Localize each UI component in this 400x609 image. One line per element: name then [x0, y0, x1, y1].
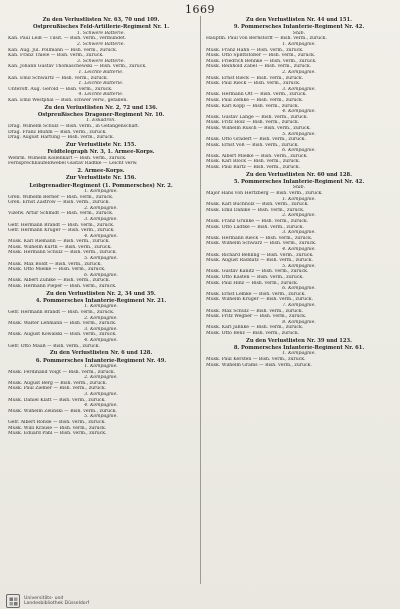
list-entry: Fernsprechbaufeldwebel Gustav Radtke — Leicht verw.: [8, 161, 138, 167]
subsection-label: 4. Kompagnie.: [282, 109, 316, 115]
subsection-label: 2. Kompagnie.: [282, 213, 316, 219]
list-entry: Musk. Hermann Pieper — Bish. verm., zurück.: [8, 284, 117, 290]
subsection-label: 1. Kompagnie.: [282, 42, 316, 47]
list-entry: Musk. Fritz Holz — Bish. verm., zurück.: [206, 120, 300, 126]
subsection-label: 6. Kompagnie.: [282, 148, 316, 154]
subsection-label: 1. Kompagnie.: [84, 188, 118, 194]
list-entry: Kan. Franz Thiele — Bish. verm., zurück.: [8, 53, 104, 59]
list-entry: Drag. Wilhelm Schulz — Bish. verm., in Gefangenschaft.: [8, 123, 140, 129]
list-entry: Musk. Eduard Pahl — Bish. verm., zurück.: [8, 431, 107, 437]
subsection-label: 4. Kompagnie.: [282, 247, 316, 252]
list-entry: Vizefw. Artur Schmidt — Bish. verm., zurück.: [8, 211, 114, 217]
subsection-label: Stab.: [292, 30, 306, 36]
list-entry: Musk. Ernst Voß — Bish. verm., zurück.: [206, 142, 299, 148]
list-entry: Musk. Albert Mielke — Bish. verm., zurück.: [206, 153, 308, 159]
list-entry: Gefr. Otto Maaß — Bish. verm., zurück.: [8, 343, 100, 349]
list-entry: Gefr. Hermann Brandt — Bish. verm., zurück.: [8, 310, 115, 316]
library-name-line-2: Landesbibliothek Düsseldorf: [24, 601, 90, 606]
section-heading: Zu den Verlustlisten Nr. 63, 70 und 109.: [42, 17, 160, 23]
right-column: [204, 16, 394, 586]
section-heading: Feldtelegraph Nr. 3, 1. Armee-Korps.: [47, 149, 155, 156]
section-heading: Zu den Verlustlisten Nr. 2, 34 und 39.: [46, 290, 156, 297]
list-entry: Kan. Paul Leiß — Tilsit. — Bish. verm., vermundet.: [8, 36, 127, 42]
list-entry: Wehrm. Wilhelm Kollenkart — Bish. verm., zurück.: [8, 155, 127, 161]
subsection-label: 6. Kompagnie.: [282, 286, 316, 292]
list-entry: Musk. Albert Zühlke — Bish. verm., zurück.: [8, 278, 110, 284]
list-entry: Musk. Wilhelm Schwarz — Bish. verm., zurück.: [206, 241, 317, 247]
section-heading: Zu den Verlustlisten Nr. 44 und 151.: [246, 17, 352, 23]
list-entry: Musk. Karl Jahnke — Bish. verm., zurück.: [206, 325, 304, 331]
subsection-label: 3. Kompagnie.: [84, 391, 118, 397]
list-entry: Musk. Gustav Lange — Bish. verm., zurück.: [206, 114, 308, 120]
subsection-label: 1. Kompagnie.: [84, 364, 118, 369]
subsection-label: 7. Kompagnie.: [282, 302, 316, 308]
subsection-label: 1. Kompagnie.: [282, 351, 316, 357]
section-heading: Leibgrenadier-Regiment (1. Pommersches) Nr. 2.: [29, 182, 173, 189]
section-heading: Ostpreußisches Feld-Artillerie-Regiment Nr. 1.: [32, 24, 170, 31]
list-entry: Gren. Ernst Zastrow — Bish. verm., zurück.: [8, 200, 110, 206]
list-entry: Musk. Karl Riemann — Bish. verm., zurück.: [8, 239, 110, 245]
list-entry: Kan. Emil Schwartz — Bish. verm., zurück.: [8, 75, 109, 81]
library-name: [24, 596, 89, 606]
list-entry: Musk. Wilhelm Krüger — Bish. verm., zurück.: [206, 297, 313, 303]
subsection-label: 2. Kompagnie.: [84, 205, 118, 211]
section-heading: Zu den Verlustlisten Nr. 2, 72 und 136.: [44, 104, 158, 111]
list-entry: Musk. Walter Lehmann — Bish. verm., zurück.: [8, 321, 117, 327]
section-heading: Ostpreußisches Dragoner-Regiment Nr. 10.: [37, 111, 165, 118]
subsection-label: 3. Kompagnie.: [282, 86, 316, 92]
subsection-label: 1. Kompagnie.: [282, 196, 316, 202]
list-entry: Musk. Otto Gradert — Bish. verm., zurück.: [206, 137, 306, 143]
list-entry: Kan. Aug. Jul. Pollmann — Bish. verm., zurück.: [8, 47, 118, 53]
section-heading: Zur Verlustliste Nr. 155.: [65, 141, 137, 148]
list-entry: Musk. Karl Kopp — Bish. verm., zurück.: [206, 103, 300, 109]
subsection-label: 2. Kompagnie.: [282, 69, 316, 75]
list-entry: Musk. Paul Kersten — Bish. verm., zurück.: [206, 356, 306, 362]
list-entry: Musk. Paul Hinz — Bish. verm., zurück.: [206, 280, 299, 286]
library-footer: [0, 593, 400, 609]
list-entry: Kan. Emil Westphal — Bish. schwer verw., gefallen.: [8, 97, 128, 103]
subsection-label: 8. Kompagnie.: [282, 319, 316, 325]
list-entry: Musk. Otto Mielke — Bish. verm., zurück.: [8, 267, 106, 273]
library-logo-icon: [6, 594, 20, 608]
list-entry: Musk. Otto Kasten — Bish. verm., zurück.: [206, 274, 304, 280]
subsection-label: 5. Kompagnie.: [282, 263, 316, 269]
list-entry: Musk. Emil Dahlke — Bish. verm., zurück.: [206, 207, 305, 213]
subsection-label: 1. Schwere Batterie.: [77, 30, 125, 36]
list-entry: Musk. Daniel Klatt — Bish. verm., zurück.: [8, 397, 106, 403]
subsection-label: 3. Kompagnie.: [84, 216, 118, 222]
list-entry: Musk. Ernst Rieck — Bish. verm., zurück.: [206, 75, 304, 81]
page-number: 1669: [185, 3, 215, 16]
library-name-line-1: Universitäts- und: [24, 596, 64, 601]
section-heading: 8. Pommersches Infanterie-Regiment Nr. 61.: [233, 344, 365, 351]
subsection-label: 3. Schwere Batterie.: [77, 58, 125, 64]
list-entry: Drag. Franz Bluhm — Bish. verm., zurück.: [8, 129, 107, 135]
subsection-label: 4. Kompagnie.: [84, 338, 118, 343]
section-heading: Zur Verlustliste Nr. 156.: [65, 175, 137, 182]
section-heading: 5. Pommersches Infanterie-Regiment Nr. 42.: [233, 179, 365, 186]
section-heading: Zu den Verlustlisten Nr. 60 und 128.: [246, 171, 352, 178]
list-entry: Musk. Wilhelm Grams — Bish. verm., zurück.: [206, 362, 312, 368]
list-entry: Musk. Wilhelm Rusch — Bish. verm., zurück.: [206, 125, 311, 131]
list-entry: Musk. August Berg — Bish. verm., zurück.: [8, 380, 107, 386]
list-entry: Musk. Otto Benz — Bish. verm., zurück.: [206, 330, 300, 336]
section-heading: 4. Pommersches Infanterie-Regiment Nr. 21.: [35, 298, 167, 305]
list-entry: Kan. Johann Gustav Thomaschewski — Bish. verm., zurück.: [8, 64, 147, 70]
subsection-label: 3. Kompagnie.: [84, 326, 118, 332]
section-heading: 2. Armee-Korps.: [77, 167, 125, 174]
list-entry: Musk. Paul Rieck — Bish. verm., zurück.: [206, 81, 301, 87]
list-entry: Musk. Friedrich Behnke — Bish. verm., zurück.: [206, 58, 317, 64]
list-entry: Musk. Hermann Rieck — Bish. verm., zurück.: [206, 235, 313, 241]
list-entry: Musk. Willi Krause — Bish. verm., zurück.: [8, 425, 107, 431]
section-heading: Zu den Verlustlisten Nr. 39 und 123.: [246, 337, 352, 344]
list-entry: Gren. Wilhelm Berner — Bish. verm., zurück.: [8, 194, 114, 200]
list-entry: Musk. August Kowalski — Bish. verm., zurück.: [8, 332, 117, 338]
list-entry: Musk. Gustav Kanitz — Bish. verm., zurück.: [206, 269, 309, 275]
section-heading: Zu den Verlustlisten Nr. 6 und 128.: [49, 350, 153, 357]
list-entry: Musk. Paul Zemke — Bish. verm., zurück.: [206, 97, 304, 103]
subsection-label: 3. Kompagnie.: [282, 230, 316, 236]
list-entry: Musk. Franz Hahn — Bish. verm., zurück.: [206, 47, 304, 53]
list-entry: Major Hans von Hertzberg — Bish. verm., zurück.: [206, 191, 323, 197]
list-entry: Musk. Hermann Ott — Bish. verm., zurück.: [206, 92, 307, 98]
subsection-label: 1. Eskadron.: [86, 118, 116, 124]
list-entry: Musk. Richard Behling — Bish. verm., zurück.: [206, 252, 314, 258]
subsection-label: 5. Kompagnie.: [84, 414, 118, 420]
list-entry: Musk. Reinhold Zabel — Bish. verm., zurück.: [206, 64, 312, 70]
left-column: [6, 16, 196, 586]
list-entry: Musk. Paul Ziemer — Bish. verm., zurück.: [8, 386, 107, 392]
section-heading: 9. Pommersches Infanterie-Regiment Nr. 42.: [233, 24, 365, 31]
list-entry: Musk. Hermann Schulz — Bish. verm., zurück.: [8, 250, 117, 256]
subsection-label: 5. Kompagnie.: [282, 131, 316, 137]
list-entry: Musk. Otto Lüdtke — Bish. verm., zurück.: [206, 224, 304, 230]
list-entry: Musk. Karl Block — Bish. verm., zurück.: [206, 159, 301, 165]
list-entry: Musk. August Raddatz — Bish. verm., zurück.: [206, 258, 313, 264]
list-entry: Gefr. Albert Rohde — Bish. verm., zurück.: [8, 419, 106, 425]
subsection-label: 6. Kompagnie.: [84, 272, 118, 278]
list-entry: Musk. Paul Bartz — Bish. verm., zurück.: [206, 165, 301, 171]
subsection-label: 4. Leichte Batterie.: [78, 92, 124, 98]
subsection-label: 4. Kompagnie.: [84, 233, 118, 239]
list-entry: Musk. Fritz Wegner — Bish. verm., zurück.: [206, 314, 307, 320]
column-divider: [200, 16, 201, 584]
list-entry: Unteroff. Aug. Gerold — Bish. verm., zurück.: [8, 86, 113, 92]
subsection-label: 1. Kompagnie.: [84, 304, 118, 310]
subsection-label: 1. Leichte Batterie.: [78, 69, 124, 75]
list-entry: Musk. Wilhelm Zelinski — Bish. verm., zurück.: [8, 408, 117, 414]
section-heading: 6. Pommersches Infanterie-Regiment Nr. 49.: [35, 357, 167, 364]
list-entry: Musk. Ernst Lemke — Bish. verm., zurück.: [206, 291, 306, 297]
list-entry: Musk. Karl Buchholz — Bish. verm., zurück.: [206, 202, 309, 208]
subsection-label: 1. Leichte Batterie.: [78, 81, 124, 87]
subsection-label: 2. Schwere Batterie.: [77, 42, 125, 47]
subsection-label: 2. Kompagnie.: [84, 315, 118, 321]
list-entry: Gefr. Hermann Brandt — Bish. verm., zurück.: [8, 222, 115, 228]
list-entry: Musk. Wilhelm Kurth — Bish. verm., zurück.: [8, 244, 112, 250]
list-entry: Musk. Ferdinand Voigt — Bish. verm., zurück.: [8, 369, 116, 375]
subsection-label: 4. Kompagnie.: [84, 403, 118, 409]
list-entry: Musk. Otto Splittstößer — Bish. verm., zurück.: [206, 53, 316, 59]
list-entry: Musk. Franz Grünke — Bish. verm., zurück.: [206, 219, 309, 225]
subsection-label: 2. Kompagnie.: [84, 375, 118, 381]
list-entry: Gefr. Hermann Krüger — Bish. verm., zurück.: [8, 228, 115, 234]
list-entry: Musk. Max Schulz — Bish. verm., zurück.: [206, 308, 303, 314]
list-entry: Musk. Max Boldt — Bish. verm., zurück.: [8, 261, 102, 267]
subsection-label: Stab.: [292, 185, 306, 191]
subsection-label: 5. Kompagnie.: [84, 256, 118, 262]
list-entry: Drag. August Hartung — Bish. verm., zurück.: [8, 135, 115, 141]
list-entry: Hauptm. Paul von Bernstorff — Bish. verm., zurück.: [206, 36, 327, 42]
